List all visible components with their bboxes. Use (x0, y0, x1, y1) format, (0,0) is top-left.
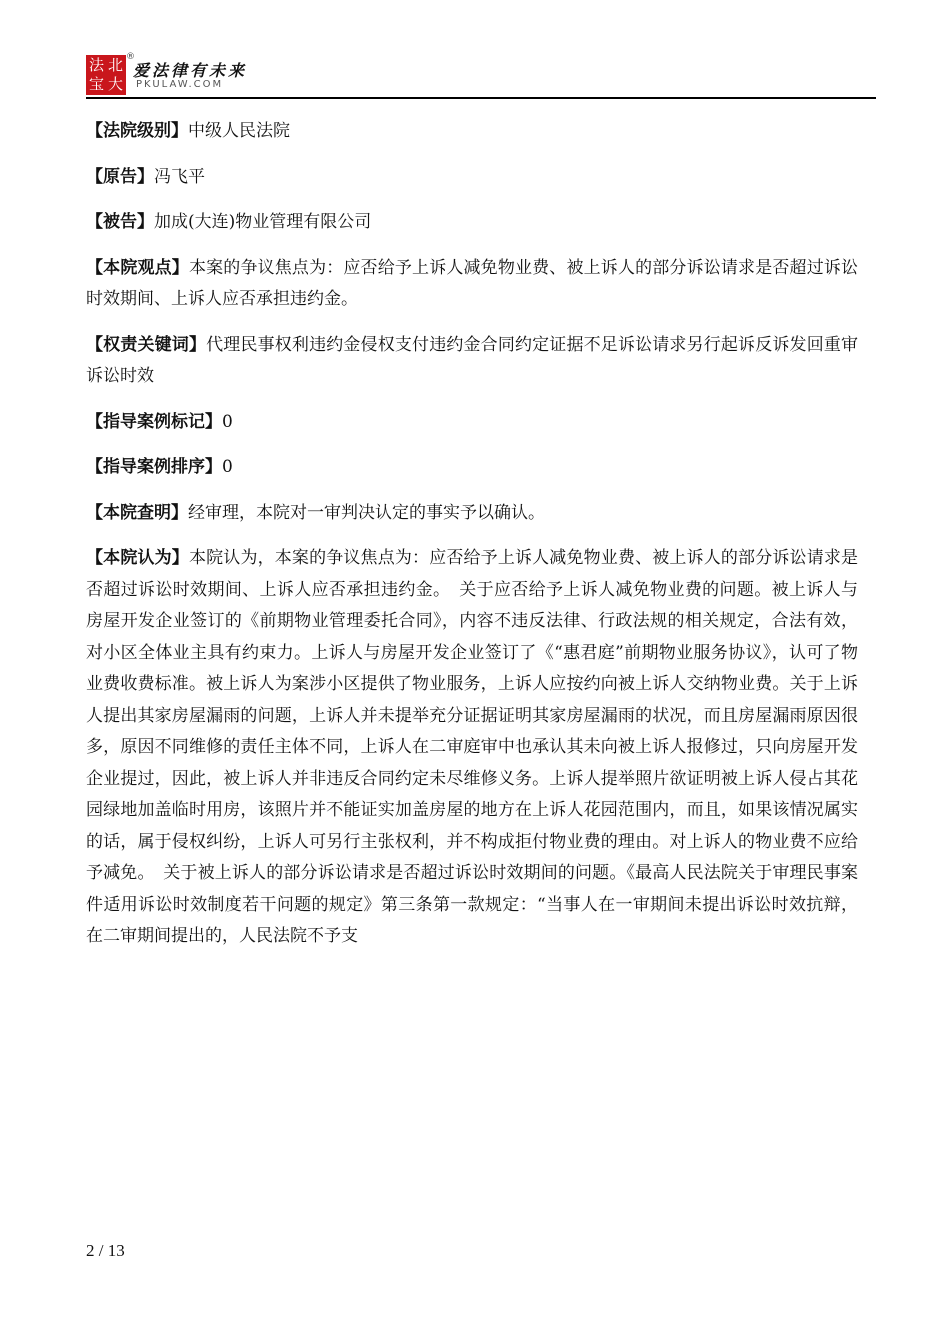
header-divider (86, 97, 876, 99)
field-value: 0 (222, 457, 233, 477)
field-label: 【本院观点】 (86, 257, 189, 278)
logo-char: 大 (107, 75, 123, 93)
field-value: 加成(大连)物业管理有限公司 (154, 212, 372, 232)
field-label: 【本院查明】 (86, 502, 188, 523)
logo-char: 北 (107, 56, 123, 74)
field-keywords (86, 330, 858, 393)
field-facts-found (86, 498, 858, 530)
field-label: 【权责关键词】 (86, 334, 207, 355)
field-value: 经审理，本院对一审判决认定的事实予以确认。 (188, 502, 545, 523)
logo-slogan: 爱法律有未来 (133, 61, 248, 80)
field-court-opinion (86, 543, 858, 953)
logo-url: PKULAW.COM (136, 79, 224, 90)
field-plaintiff (86, 162, 858, 194)
field-guiding-case-mark (86, 407, 858, 439)
field-value: 中级人民法院 (188, 121, 290, 141)
field-label: 【指导案例标记】 (86, 411, 222, 432)
field-label: 【指导案例排序】 (86, 457, 222, 477)
field-value: 代理民事权利违约金侵权支付违约金合同约定证据不足诉讼请求另行起诉反诉发回重审诉讼时效 (86, 334, 859, 386)
pkulaw-logo (86, 55, 126, 95)
field-value: 本案的争议焦点为：应否给予上诉人减免物业费、被上诉人的部分诉讼请求是否超过诉讼时效期间、上诉人应否承担违约金。 (86, 257, 859, 309)
field-value: 0 (222, 411, 233, 432)
document-body (86, 116, 858, 953)
field-guiding-case-order (86, 452, 858, 484)
logo-char: 法 (88, 56, 104, 74)
field-value: 冯飞平 (154, 166, 205, 187)
logo-char: 宝 (88, 75, 104, 93)
page-number: 2 / 13 (86, 1241, 125, 1260)
field-value: 本院认为，本案的争议焦点为：应否给予上诉人减免物业费、被上诉人的部分诉讼请求是否超过诉讼时效期间、上诉人应否承担违约金。 关于应否给予上诉人减免物业费的问题。被上诉人与房屋开发企业签订的《前期物业管理委托合同》，内容不违反法律、行政法规的相关规定，合法有效，对小区全体业主具有约束力。上诉人与房屋开发企业签订了《“惠君庭”前期物业服务协议》，认可了物业费收费标准。被上诉人为案涉小区提供了物业服务，上诉人应按约向被上诉人交纳物业费。关于上诉人提出其家房屋漏雨的问题，上诉人并未提举充分证据证明其家房屋漏雨的状况，而且房屋漏雨原因很多，原因不同维修的责任主体不同，上诉人在二审庭审中也承认其未向被上诉人报修过，只向房屋开发企业提过，因此，被上诉人并非违反合同约定未尽维修义务。上诉人提举照片欲证明被上诉人侵占其花园绿地加盖临时用房，该照片并不能证实加盖房屋的地方在上诉人花园范围内，而且，如果该情况属实的话，属于侵权纠纷，上诉人可另行主张权利，并不构成拒付物业费的理由。对上诉人的物业费不应给予减免。 关于被上诉人的部分诉讼请求是否超过诉讼时效期间的问题。《最高人民法院关于审理民事案件适用诉讼时效制度若干问题的规定》第三条第一款规定：“当事人在一审期间未提出诉讼时效抗辩，在二审期间提出的，人民法院不予支 (86, 548, 859, 946)
field-label: 【原告】 (86, 166, 154, 187)
field-court-view (86, 253, 858, 316)
field-label: 【本院认为】 (86, 548, 189, 568)
page-header (86, 52, 876, 98)
field-label: 【法院级别】 (86, 121, 188, 141)
field-defendant (86, 207, 858, 239)
field-label: 【被告】 (86, 212, 154, 232)
field-court-level (86, 116, 858, 148)
registered-mark: ® (126, 52, 135, 62)
